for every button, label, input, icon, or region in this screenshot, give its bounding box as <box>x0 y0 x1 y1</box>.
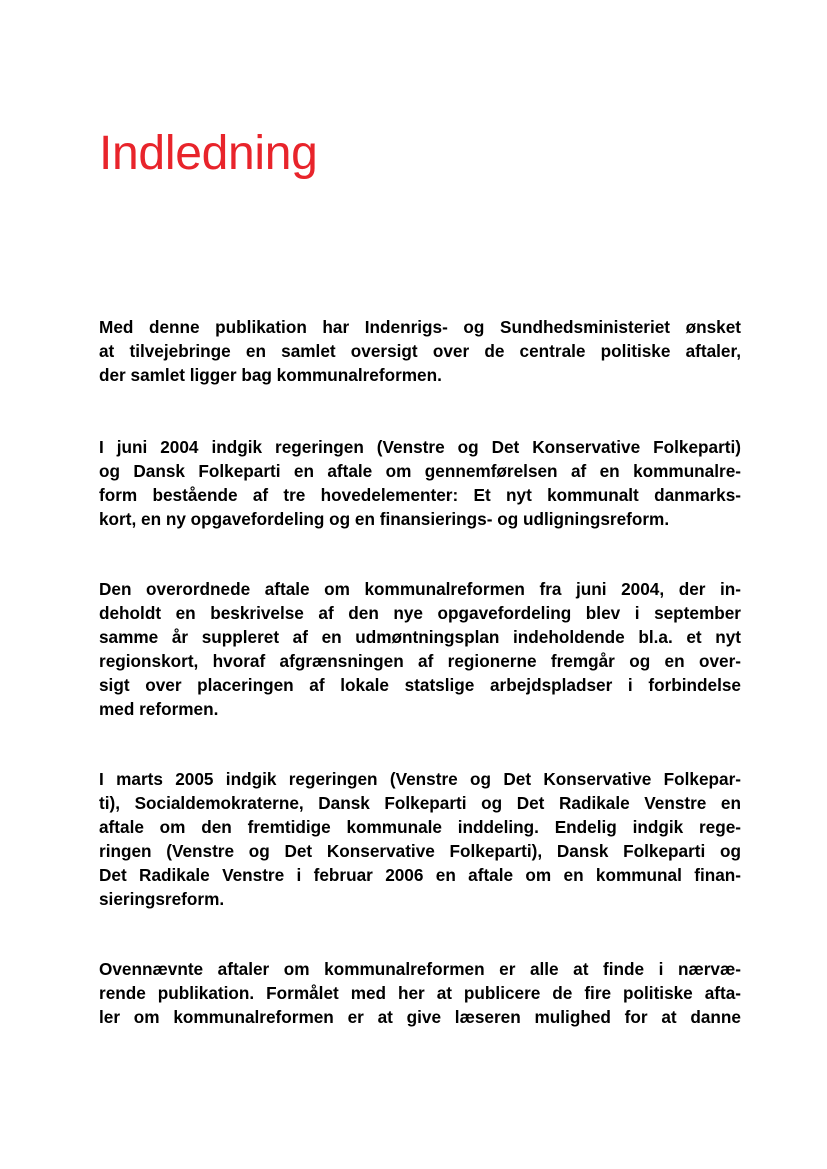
text-line: I juni 2004 indgik regeringen (Venstre og Det Konservative Folkeparti) <box>99 437 741 457</box>
text-line: Med denne publikation har Indenrigs- og Sundhedsministeriet ønsket <box>99 317 741 337</box>
text-line: samme år suppleret af en udmøntningsplan indeholdende bl.a. et nyt <box>99 627 741 647</box>
text-line: ler om kommunalreformen er at give læseren mulighed for at danne <box>99 1007 741 1027</box>
text-line: der samlet ligger bag kommunalreformen. <box>99 365 442 385</box>
text-line: deholdt en beskrivelse af den nye opgavefordeling blev i september <box>99 603 741 623</box>
paragraph-1 <box>99 315 741 387</box>
text-line: at tilvejebringe en samlet oversigt over de centrale politiske aftaler, <box>99 341 741 361</box>
text-line: Ovennævnte aftaler om kommunalreformen er alle at finde i nærvæ- <box>99 959 741 979</box>
text-line: ringen (Venstre og Det Konservative Folkeparti), Dansk Folkeparti og <box>99 841 741 861</box>
text-line: regionskort, hvoraf afgrænsningen af regionerne fremgår og en over- <box>99 651 741 671</box>
text-line: Den overordnede aftale om kommunalreformen fra juni 2004, der in- <box>99 579 741 599</box>
text-line: og Dansk Folkeparti en aftale om gennemførelsen af en kommunalre- <box>99 461 741 481</box>
paragraph-5 <box>99 957 741 1029</box>
paragraph-4 <box>99 767 741 911</box>
page-title: Indledning <box>99 127 318 180</box>
text-line: ti), Socialdemokraterne, Dansk Folkeparti og Det Radikale Venstre en <box>99 793 741 813</box>
text-line: rende publikation. Formålet med her at publicere de fire politiske afta- <box>99 983 741 1003</box>
text-line: kort, en ny opgavefordeling og en finansierings- og udligningsreform. <box>99 509 670 529</box>
text-line: sigt over placeringen af lokale statslige arbejdspladser i forbindelse <box>99 675 741 695</box>
paragraph-2 <box>99 435 741 531</box>
text-line: Det Radikale Venstre i februar 2006 en aftale om en kommunal finan- <box>99 865 741 885</box>
text-line: med reformen. <box>99 699 219 719</box>
text-line: form bestående af tre hovedelementer: Et nyt kommunalt danmarks- <box>99 485 741 505</box>
text-line: aftale om den fremtidige kommunale inddeling. Endelig indgik rege- <box>99 817 741 837</box>
paragraph-3 <box>99 577 741 721</box>
text-line: I marts 2005 indgik regeringen (Venstre og Det Konservative Folkepar- <box>99 769 741 789</box>
text-line: sieringsreform. <box>99 889 225 909</box>
